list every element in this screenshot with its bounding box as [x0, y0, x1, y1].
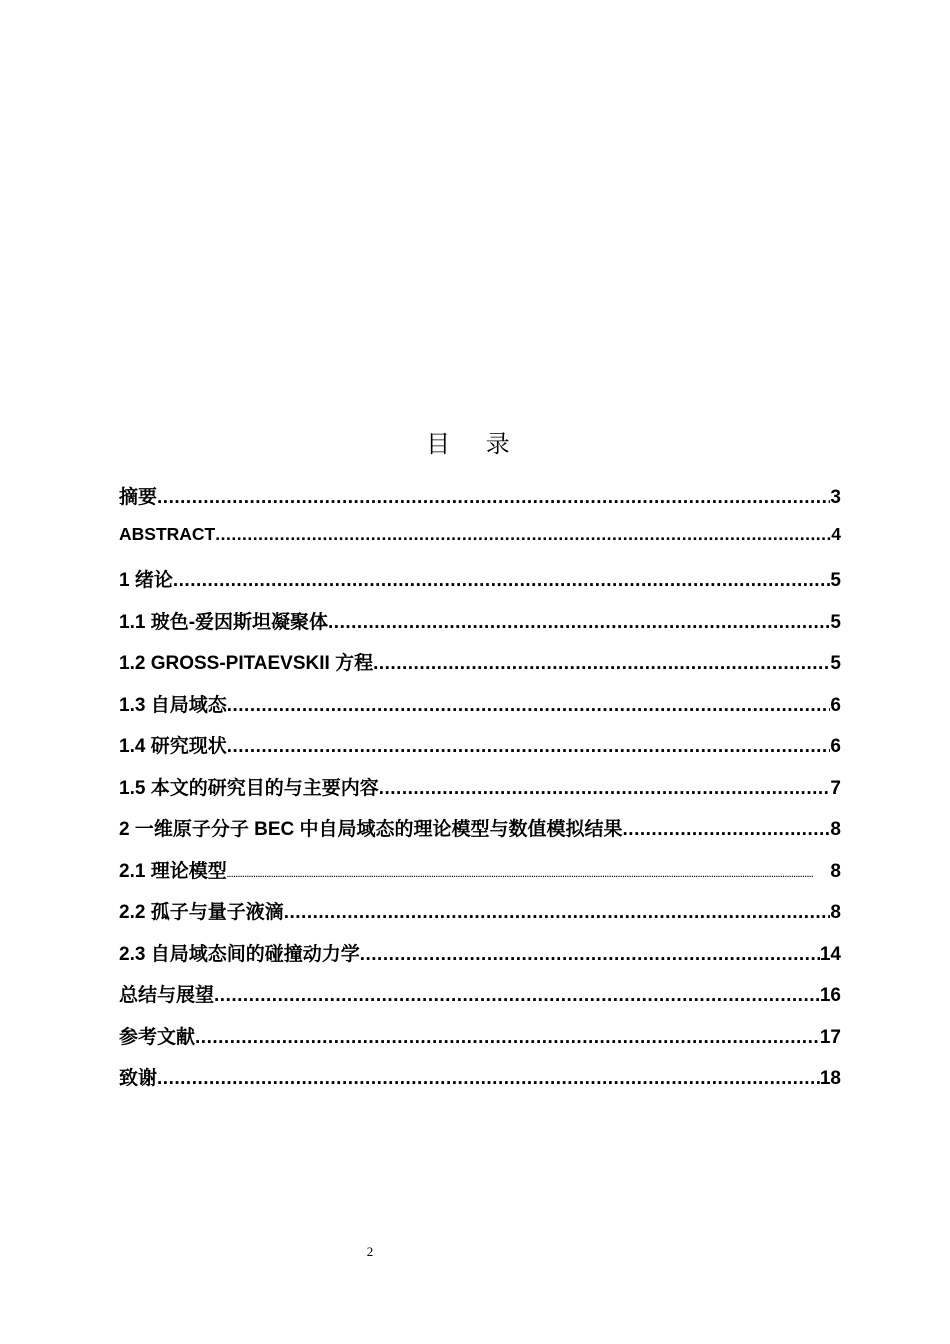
page-number: 2 [366, 1244, 374, 1259]
toc-dot-leader [373, 653, 830, 675]
toc-entry-label: 总结与展望 [119, 985, 215, 1006]
toc-dot-leader [173, 570, 831, 592]
toc-entry-page: 5 [830, 611, 841, 633]
toc-entry[interactable] [119, 482, 841, 524]
toc-entry[interactable] [119, 897, 841, 939]
toc-dot-leader [360, 944, 820, 966]
toc-dot-leader [284, 902, 831, 924]
toc-dot-leader [328, 612, 830, 634]
toc-entry-page: 7 [830, 777, 841, 799]
toc-dot-leader [195, 1027, 820, 1049]
toc-entry[interactable] [119, 1063, 841, 1105]
toc-entry-label: 1 绪论 [119, 570, 173, 591]
toc-entry-label: 1.5 本文的研究目的与主要内容 [119, 777, 379, 799]
toc-entry[interactable] [119, 856, 841, 898]
toc-entry-label: ABSTRACT [119, 523, 216, 544]
toc-entry-page: 17 [819, 1026, 841, 1048]
toc-entry[interactable] [119, 814, 841, 856]
toc-entry-page: 8 [830, 860, 841, 882]
toc-entry[interactable] [119, 565, 841, 607]
toc-list [119, 482, 841, 1105]
toc-entry-label: 1.1 玻色-爱因斯坦凝聚体 [119, 611, 329, 633]
toc-dot-leader [227, 870, 831, 879]
toc-entry-label: 2.2 孤子与量子液滴 [119, 902, 284, 923]
toc-entry-page: 6 [830, 736, 841, 757]
toc-dot-leader [227, 695, 831, 717]
toc-dot-leader [215, 524, 831, 545]
toc-entry-page: 16 [819, 985, 841, 1006]
toc-entry-page: 14 [819, 943, 841, 965]
toc-entry-page: 18 [819, 1068, 841, 1089]
toc-entry-page: 5 [830, 653, 841, 674]
toc-entry[interactable] [119, 1022, 841, 1064]
toc-entry[interactable] [119, 939, 841, 981]
toc-entry-page: 4 [831, 523, 841, 544]
toc-entry-label: 摘要 [119, 487, 158, 508]
toc-entry-page: 5 [830, 570, 841, 591]
toc-dot-leader [157, 1068, 820, 1090]
toc-entry[interactable] [119, 607, 841, 649]
toc-entry[interactable] [119, 980, 841, 1022]
toc-dot-leader [214, 985, 820, 1007]
toc-entry-label: 参考文献 [119, 1026, 196, 1048]
toc-entry[interactable] [119, 648, 841, 690]
toc-dot-leader [157, 487, 830, 509]
toc-entry-label: 1.2 GROSS-PITAEVSKII 方程 [119, 653, 374, 674]
toc-dot-leader [379, 778, 831, 800]
toc-dot-leader [623, 819, 831, 841]
toc-entry-page: 8 [830, 819, 841, 840]
toc-entry-label: 2.3 自局域态间的碰撞动力学 [119, 943, 360, 965]
toc-title: 目 录 [426, 430, 524, 458]
toc-entry[interactable] [119, 773, 841, 815]
toc-entry[interactable] [119, 731, 841, 773]
toc-entry-label: 2.1 理论模型 [119, 860, 227, 882]
toc-entry-page: 3 [830, 487, 841, 508]
toc-entry-label: 1.3 自局域态 [119, 694, 227, 716]
toc-entry-label: 1.4 研究现状 [119, 736, 227, 757]
toc-entry-page: 8 [830, 902, 841, 923]
toc-entry[interactable] [119, 524, 841, 566]
toc-entry-page: 6 [830, 694, 841, 716]
toc-entry[interactable] [119, 690, 841, 732]
toc-dot-leader [227, 736, 831, 758]
toc-entry-label: 2 一维原子分子 BEC 中自局域态的理论模型与数值模拟结果 [119, 819, 623, 840]
toc-entry-label: 致谢 [119, 1068, 158, 1089]
